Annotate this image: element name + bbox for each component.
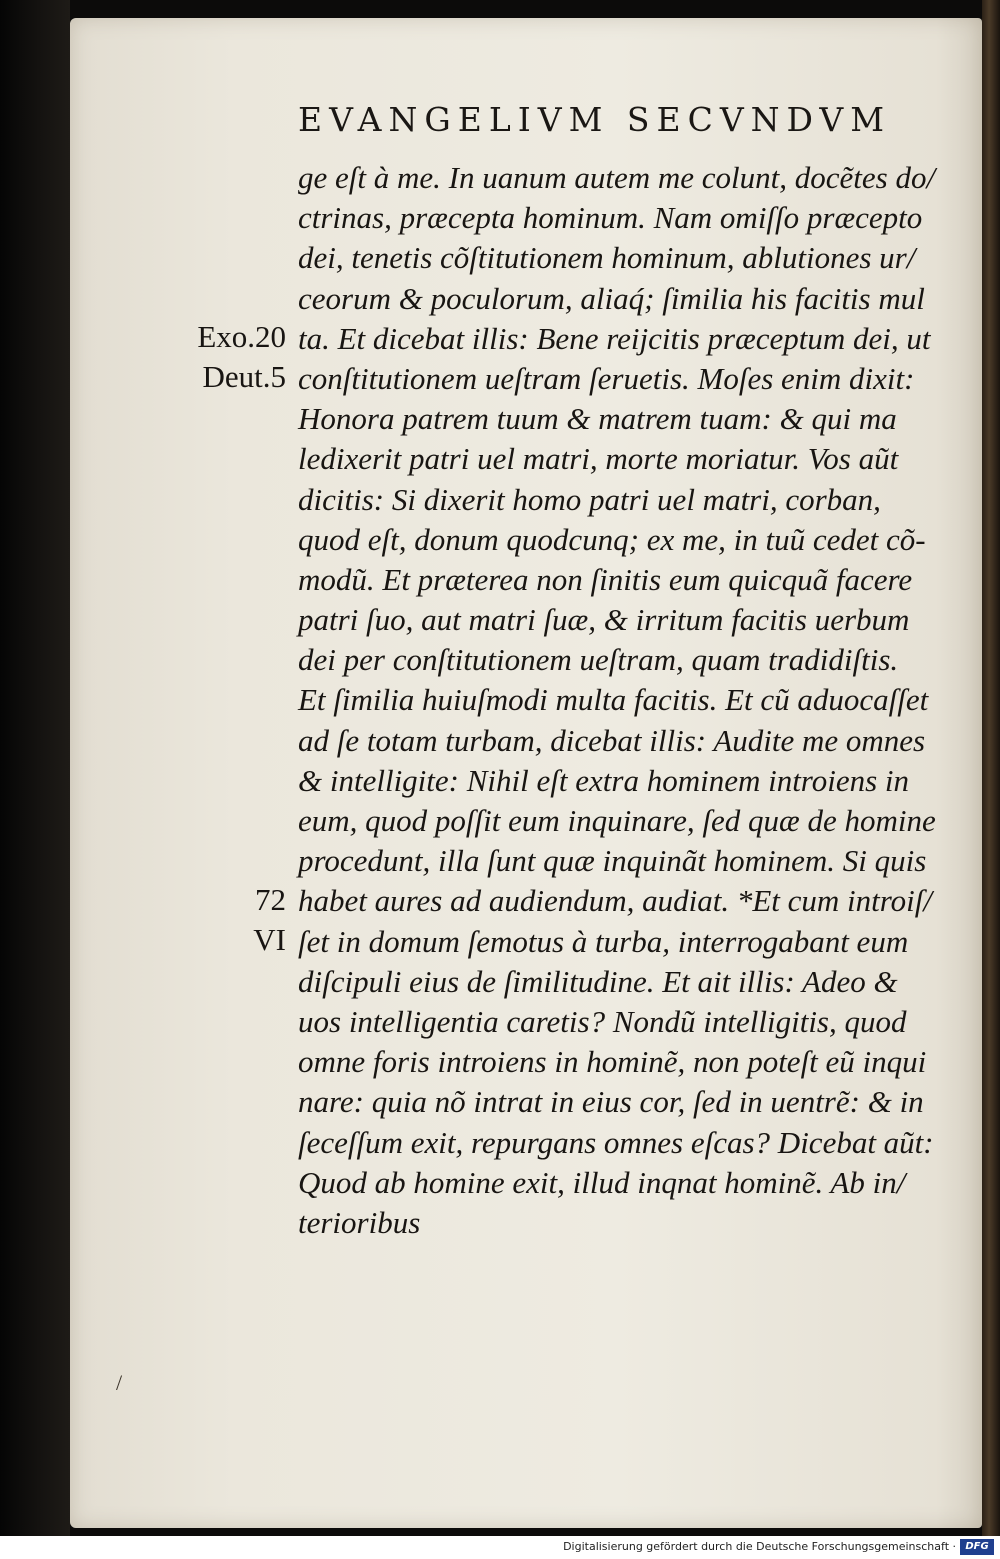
margin-note: 72 [255,881,286,917]
book-binding [0,0,70,1559]
margin-note: Deut.5 [202,359,286,394]
footer-bar [0,1536,1000,1559]
text-line: nare: quia nõ intrat in eius cor, ſed in uentrẽ: & in [298,1084,924,1120]
text-line: Et ſimilia huiuſmodi multa facitis. Et cũ aduocaſſet [298,682,929,718]
text-line: modũ. Et præterea non ſinitis eum quicquã facere [298,561,913,597]
text-line: conſtitutionem ueſtram ſeruetis. Moſes enim dixit: [298,360,915,396]
text-line: ceorum & poculorum, aliaq́; ſimilia his facitis mul [298,280,925,316]
margin-note: Exo.20 [197,318,286,354]
text-line: ctrinas, præcepta hominum. Nam omiſſo præcepto [298,200,923,236]
text-line: ſeceſſum exit, repurgans omnes eſcas? Dicebat aũt: [298,1124,934,1160]
stray-mark: / [116,1370,123,1395]
running-head: EVANGELIVM SECVNDVM [298,100,892,139]
text-line: & intelligite: Nihil eſt extra hominem introiens in [298,762,910,798]
footer-credit: Digitalisierung gefördert durch die Deutsche Forschungsgemeinschaft · [563,1540,956,1553]
text-line: omne foris introiens in hominẽ, non poteſt eũ inqui [298,1044,927,1080]
text-line: terioribus [298,1204,421,1240]
text-line: habet aures ad audiendum, audiat. *Et cum introiſ/ [298,883,933,919]
text-line: dicitis: Si dixerit homo patri uel matri, corban, [298,481,881,517]
text-line: Quod ab homine exit, illud inqnat hominẽ. Ab in/ [298,1164,906,1200]
margin-note: VI [253,921,286,957]
dfg-logo-icon[interactable]: DFG [960,1539,994,1555]
text-line: ge eſt à me. In uanum autem me colunt, docẽtes do/ [298,160,936,195]
text-line: ta. Et dicebat illis: Bene reijcitis præceptum dei, ut [298,320,931,356]
text-line: patri ſuo, aut matri ſuæ, & irritum facitis uerbum [298,602,910,638]
body-text [298,158,948,1243]
text-line: dei per conſtitutionem ueſtram, quam tradidiſtis. [298,642,899,678]
text-line: Honora patrem tuum & matrem tuam: & qui ma [298,401,897,437]
text-line: dei, tenetis cõſtitutionem hominum, ablutiones ur/ [298,240,916,276]
text-line: diſcipuli eius de ſimilitudine. Et ait illis: Adeo & [298,963,898,999]
text-line: eum, quod poſſit eum inquinare, ſed quæ de homine [298,803,936,838]
text-line: procedunt, illa ſunt quæ inquinãt hominem. Si quis [298,843,927,879]
text-line: quod eſt, donum quodcunq; ex me, in tuũ cedet cõ- [298,521,926,557]
text-line: ledixerit patri uel matri, morte moriatur. Vos aũt [298,441,899,477]
page-edge [982,0,1000,1559]
text-line: uos intelligentia caretis? Nondũ intelligitis, quod [298,1003,907,1039]
text-line: ſet in domum ſemotus à turba, interrogabant eum [298,923,909,959]
text-line: ad ſe totam turbam, dicebat illis: Audite me omnes [298,722,926,758]
